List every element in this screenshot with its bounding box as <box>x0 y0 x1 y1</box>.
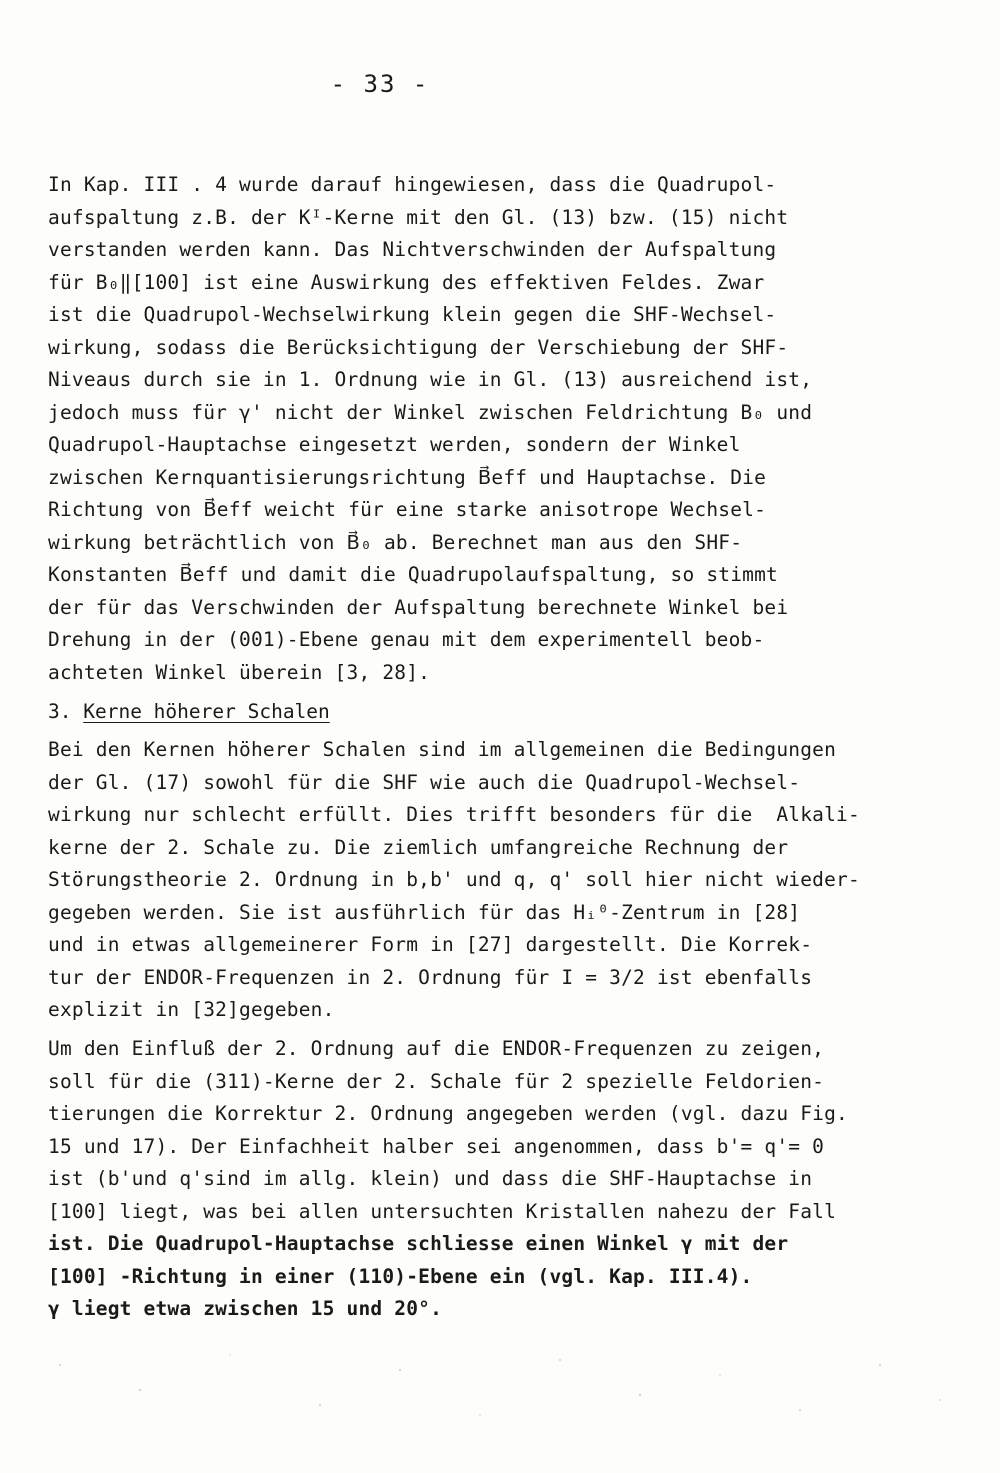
text-line: zwischen Kernquantisierungsrichtung B⃗eff und Hauptachse. Die <box>48 465 767 489</box>
text-line: wirkung nur schlecht erfüllt. Dies trifft besonders für die Alkali- <box>48 803 860 826</box>
text-line: achteten Winkel überein [3, 28]. <box>48 660 431 684</box>
text-line: Richtung von B⃗eff weicht für eine starke anisotrope Wechsel- <box>48 498 767 521</box>
text-line: wirkung, sodass die Berücksichtigung der Verschiebung der SHF- <box>48 335 789 359</box>
text-line: ist. Die Quadrupol-Hauptachse schliesse einen Winkel γ mit der <box>48 1232 789 1255</box>
text-line: Drehung in der (001)-Ebene genau mit dem experimentell beob- <box>48 628 765 651</box>
section-title: Kerne höherer Schalen <box>83 700 330 723</box>
text-line: Quadrupol-Hauptachse eingesetzt werden, sondern der Winkel <box>48 433 741 456</box>
text-line: γ liegt etwa zwischen 15 und 20°. <box>48 1297 443 1320</box>
text-line: [100] -Richtung in einer (110)-Ebene ein (vgl. Kap. III.4). <box>48 1264 753 1288</box>
text-line: kerne der 2. Schale zu. Die ziemlich umfangreiche Rechnung der <box>48 835 789 859</box>
text-line: wirkung beträchtlich von B⃗₀ ab. Berechnet man aus den SHF- <box>48 530 743 554</box>
section-number: 3. <box>48 700 72 723</box>
text-line: tierungen die Korrektur 2. Ordnung angegeben werden (vgl. dazu Fig. <box>48 1102 848 1125</box>
scan-noise <box>20 1335 980 1455</box>
text-line: und in etwas allgemeinerer Form in [27] dargestellt. Die Korrek- <box>48 933 813 956</box>
text-line: verstanden werden kann. Das Nichtverschwinden der Aufspaltung <box>48 238 777 261</box>
text-line: In Kap. III . 4 wurde darauf hingewiesen, dass die Quadrupol- <box>48 173 777 196</box>
text-line: 15 und 17). Der Einfachheit halber sei angenommen, dass b'= q'= 0 <box>48 1134 825 1158</box>
text-line: aufspaltung z.B. der Kᴵ-Kerne mit den Gl. (13) bzw. (15) nicht <box>48 205 789 229</box>
text-line: explizit in [32]gegeben. <box>48 998 335 1021</box>
text-line: tur der ENDOR-Frequenzen in 2. Ordnung für I = 3/2 ist ebenfalls <box>48 965 813 989</box>
text-line: gegeben werden. Sie ist ausführlich für das Hᵢ⁰-Zentrum in [28] <box>48 900 801 924</box>
text-line: Bei den Kernen höherer Schalen sind im allgemeinen die Bedingungen <box>48 738 837 761</box>
text-line: der Gl. (17) sowohl für die SHF wie auch die Quadrupol-Wechsel- <box>48 770 801 794</box>
text-line: jedoch muss für γ' nicht der Winkel zwischen Feldrichtung B₀ und <box>48 400 813 424</box>
page-number: - 33 - <box>330 70 430 98</box>
section-heading <box>48 700 330 723</box>
text-line: der für das Verschwinden der Aufspaltung berechnete Winkel bei <box>48 595 789 619</box>
text-line: Störungstheorie 2. Ordnung in b,b' und q, q' soll hier nicht wieder- <box>48 868 860 891</box>
text-line: ist (b'und q'sind im allg. klein) und dass die SHF-Hauptachse in <box>48 1167 813 1190</box>
text-line: Niveaus durch sie in 1. Ordnung wie in Gl. (13) ausreichend ist, <box>48 368 813 391</box>
text-line: Um den Einfluß der 2. Ordnung auf die ENDOR-Frequenzen zu zeigen, <box>48 1037 825 1060</box>
text-line: [100] liegt, was bei allen untersuchten Kristallen nahezu der Fall <box>48 1199 837 1223</box>
text-line: ist die Quadrupol-Wechselwirkung klein gegen die SHF-Wechsel- <box>48 303 777 326</box>
text-line: soll für die (311)-Kerne der 2. Schale für 2 spezielle Feldorien- <box>48 1069 825 1093</box>
text-line: Konstanten B⃗eff und damit die Quadrupolaufspaltung, so stimmt <box>48 563 778 586</box>
text-line: für B₀‖[100] ist eine Auswirkung des effektiven Feldes. Zwar <box>48 270 765 294</box>
